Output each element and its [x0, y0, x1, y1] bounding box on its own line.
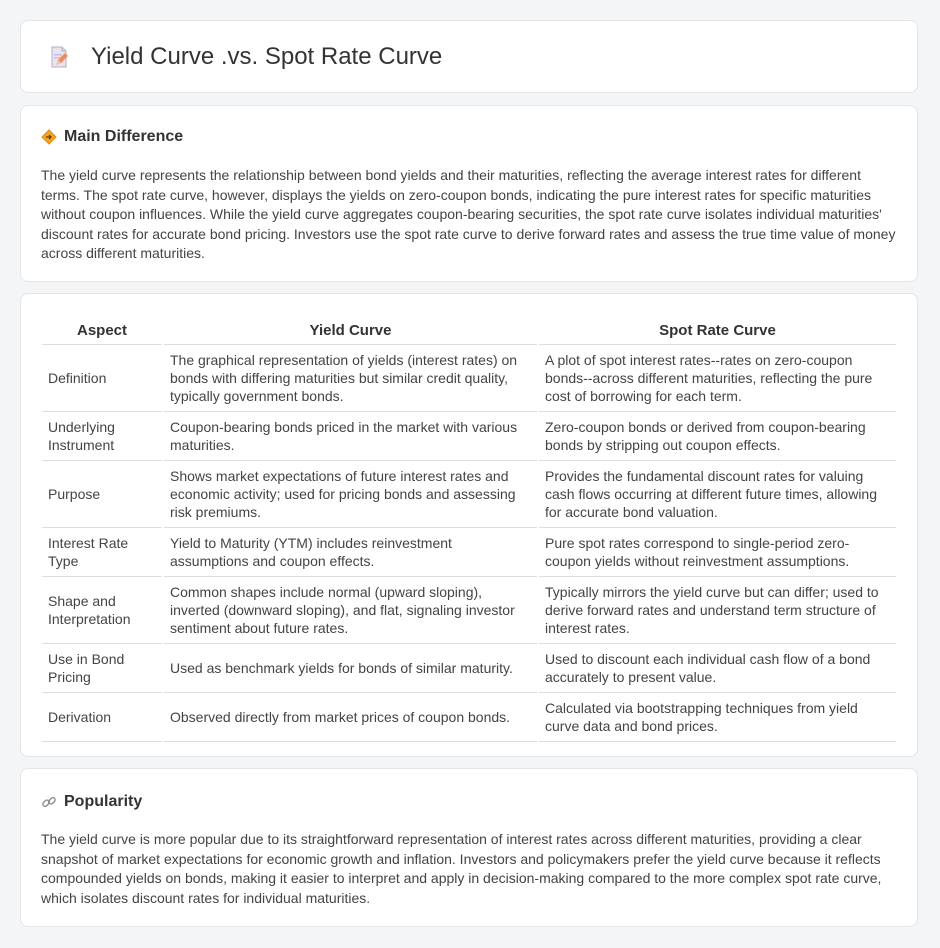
row-spot-rate-curve: A plot of spot interest rates--rates on zero-coupon bonds--across different maturities, reflecting the pure cost of borrowing for each term.: [539, 345, 896, 412]
row-yield-curve: The graphical representation of yields (interest rates) on bonds with differing maturities but similar credit quality, typically government bonds.: [164, 345, 537, 412]
table-row: [42, 412, 896, 461]
table-row: [42, 644, 896, 693]
row-aspect: Derivation: [42, 693, 162, 742]
row-aspect: Interest Rate Type: [42, 528, 162, 577]
row-aspect: Purpose: [42, 461, 162, 528]
main-difference-heading: [41, 128, 897, 146]
row-spot-rate-curve: Calculated via bootstrapping techniques from yield curve data and bond prices.: [539, 693, 896, 742]
row-aspect: Underlying Instrument: [42, 412, 162, 461]
title-card: [20, 20, 918, 93]
row-aspect: Use in Bond Pricing: [42, 644, 162, 693]
row-spot-rate-curve: Typically mirrors the yield curve but can differ; used to derive forward rates and understand term structure of interest rates.: [539, 577, 896, 644]
table-header-row: [42, 312, 896, 345]
main-difference-section: [20, 105, 918, 282]
table-row: [42, 461, 896, 528]
main-difference-title: Main Difference: [64, 128, 184, 145]
row-yield-curve: Yield to Maturity (YTM) includes reinvestment assumptions and coupon effects.: [164, 528, 537, 577]
row-yield-curve: Common shapes include normal (upward sloping), inverted (downward sloping), and flat, signaling investor sentiment about future rates.: [164, 577, 537, 644]
row-spot-rate-curve: Used to discount each individual cash flow of a bond accurately to present value.: [539, 644, 896, 693]
row-yield-curve: Coupon-bearing bonds priced in the market with various maturities.: [164, 412, 537, 461]
diamond-sign-icon: [41, 129, 57, 145]
comparison-table: [40, 312, 898, 742]
row-spot-rate-curve: Zero-coupon bonds or derived from coupon-bearing bonds by stripping out coupon effects.: [539, 412, 896, 461]
table-row: [42, 577, 896, 644]
popularity-text: The yield curve is more popular due to its straightforward representation of interest rates across different maturities, providing a clear snapshot of market expectations for economic growth and inflation. Investors and policymakers prefer the yield curve because it reflects compounded yields on bonds, making it easier to interpret and apply in decision-making compared to the more complex spot rate curve, which isolates discount rates for individual maturities.: [41, 831, 882, 906]
link-icon: [41, 794, 57, 810]
comparison-section: [20, 293, 918, 757]
main-difference-text: The yield curve represents the relationship between bond yields and their maturities, reflecting the average interest rates for different terms. The spot rate curve, however, displays the yields on zero-coupon bonds, indicating the pure interest rates for specific maturities without coupon influences. While the yield curve aggregates coupon-bearing securities, the spot rate curve isolates individual maturities' discount rates for accurate bond pricing. Investors use the spot rate curve to derive forward rates and assess the true time value of money across different maturities.: [41, 167, 896, 262]
page-title: Yield Curve .vs. Spot Rate Curve: [91, 42, 443, 70]
row-aspect: Definition: [42, 345, 162, 412]
row-yield-curve: Used as benchmark yields for bonds of similar maturity.: [164, 644, 537, 693]
row-yield-curve: Observed directly from market prices of coupon bonds.: [164, 693, 537, 742]
popularity-heading: [41, 793, 897, 811]
row-yield-curve: Shows market expectations of future interest rates and economic activity; used for pricing bonds and assessing risk premiums.: [164, 461, 537, 528]
row-aspect: Shape and Interpretation: [42, 577, 162, 644]
document-edit-icon: [47, 45, 71, 69]
row-spot-rate-curve: Pure spot rates correspond to single-period zero-coupon yields without reinvestment assumptions.: [539, 528, 896, 577]
column-header-spot-rate-curve: Spot Rate Curve: [539, 312, 896, 345]
column-header-aspect: Aspect: [42, 312, 162, 345]
table-row: [42, 693, 896, 742]
row-spot-rate-curve: Provides the fundamental discount rates for valuing cash flows occurring at different future times, allowing for accurate bond valuation.: [539, 461, 896, 528]
column-header-yield-curve: Yield Curve: [164, 312, 537, 345]
popularity-section: [20, 768, 918, 927]
table-row: [42, 528, 896, 577]
table-row: [42, 345, 896, 412]
popularity-title: Popularity: [64, 793, 143, 810]
